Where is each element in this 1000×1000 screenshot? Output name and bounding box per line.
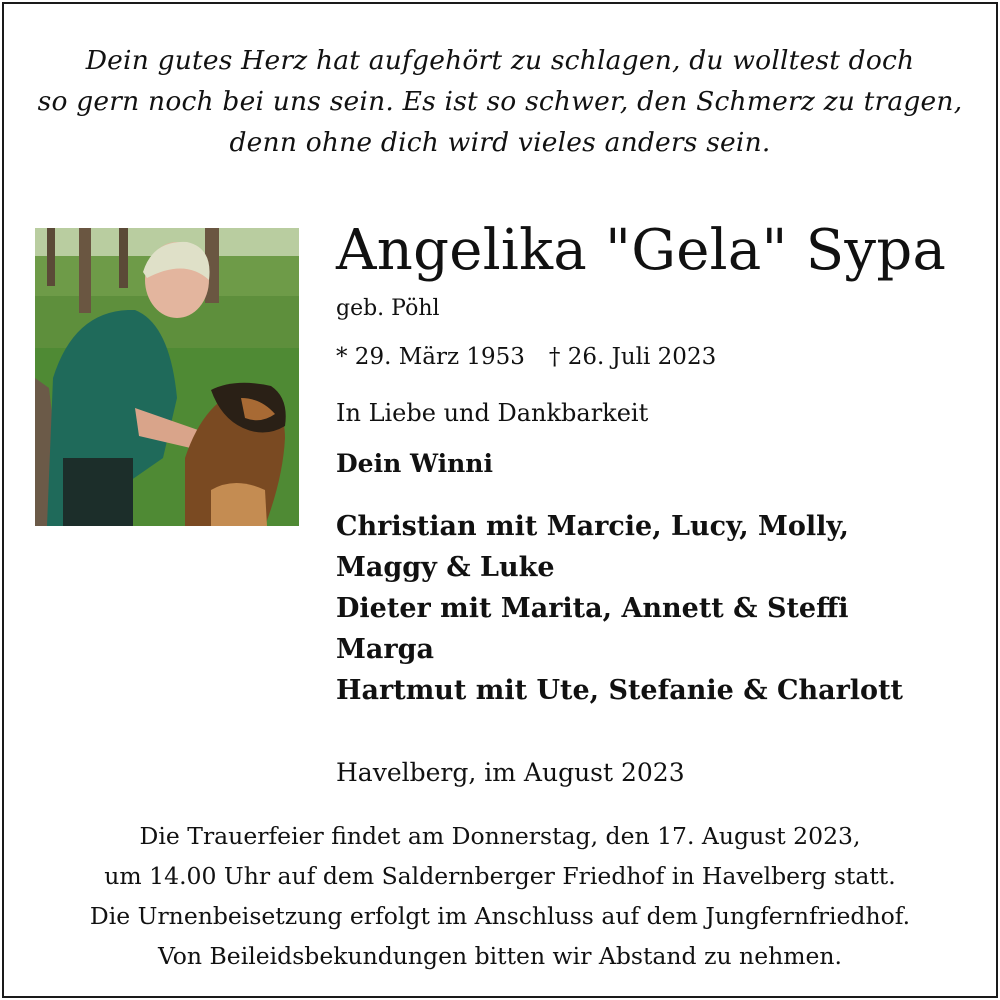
family-line: Christian mit Marcie, Lucy, Molly,: [336, 511, 849, 542]
poem-line: denn ohne dich wird vieles anders sein.: [229, 127, 771, 158]
service-line: um 14.00 Uhr auf dem Saldernberger Friedhof in Havelberg statt.: [104, 862, 896, 890]
spouse-signature: Dein Winni: [336, 449, 493, 478]
family-line: Dieter mit Marita, Annett & Steffi: [336, 593, 849, 624]
place-and-date: Havelberg, im August 2023: [336, 758, 685, 787]
service-line: Die Urnenbeisetzung erfolgt im Anschluss auf dem Jungfernfriedhof.: [89, 902, 911, 930]
family-line: Maggy & Luke: [336, 552, 555, 583]
deceased-name: Angelika "Gela" Sypa: [336, 218, 947, 283]
poem-line: so gern noch bei uns sein. Es ist so schwer, den Schmerz zu tragen,: [37, 86, 963, 117]
family-list: [336, 506, 986, 711]
obituary-notice: [2, 2, 998, 998]
family-line: Hartmut mit Ute, Stefanie & Charlott: [336, 675, 904, 706]
details-column: [336, 214, 986, 791]
death-date: † 26. Juli 2023: [548, 344, 717, 370]
family-line: Marga: [336, 634, 434, 665]
portrait-photo: [35, 228, 299, 526]
service-line: Die Trauerfeier findet am Donnerstag, den 17. August 2023,: [139, 822, 861, 850]
poem-line: Dein gutes Herz hat aufgehört zu schlagen, du wolltest doch: [85, 45, 915, 76]
service-line: Von Beileidsbekundungen bitten wir Abstand zu nehmen.: [157, 942, 843, 970]
life-dates: [336, 340, 986, 374]
dedication-line: In Liebe und Dankbarkeit: [336, 399, 649, 427]
birth-date: * 29. März 1953: [336, 344, 525, 370]
service-information: [4, 816, 996, 976]
maiden-name: geb. Pöhl: [336, 296, 440, 321]
memorial-poem: [4, 40, 996, 163]
